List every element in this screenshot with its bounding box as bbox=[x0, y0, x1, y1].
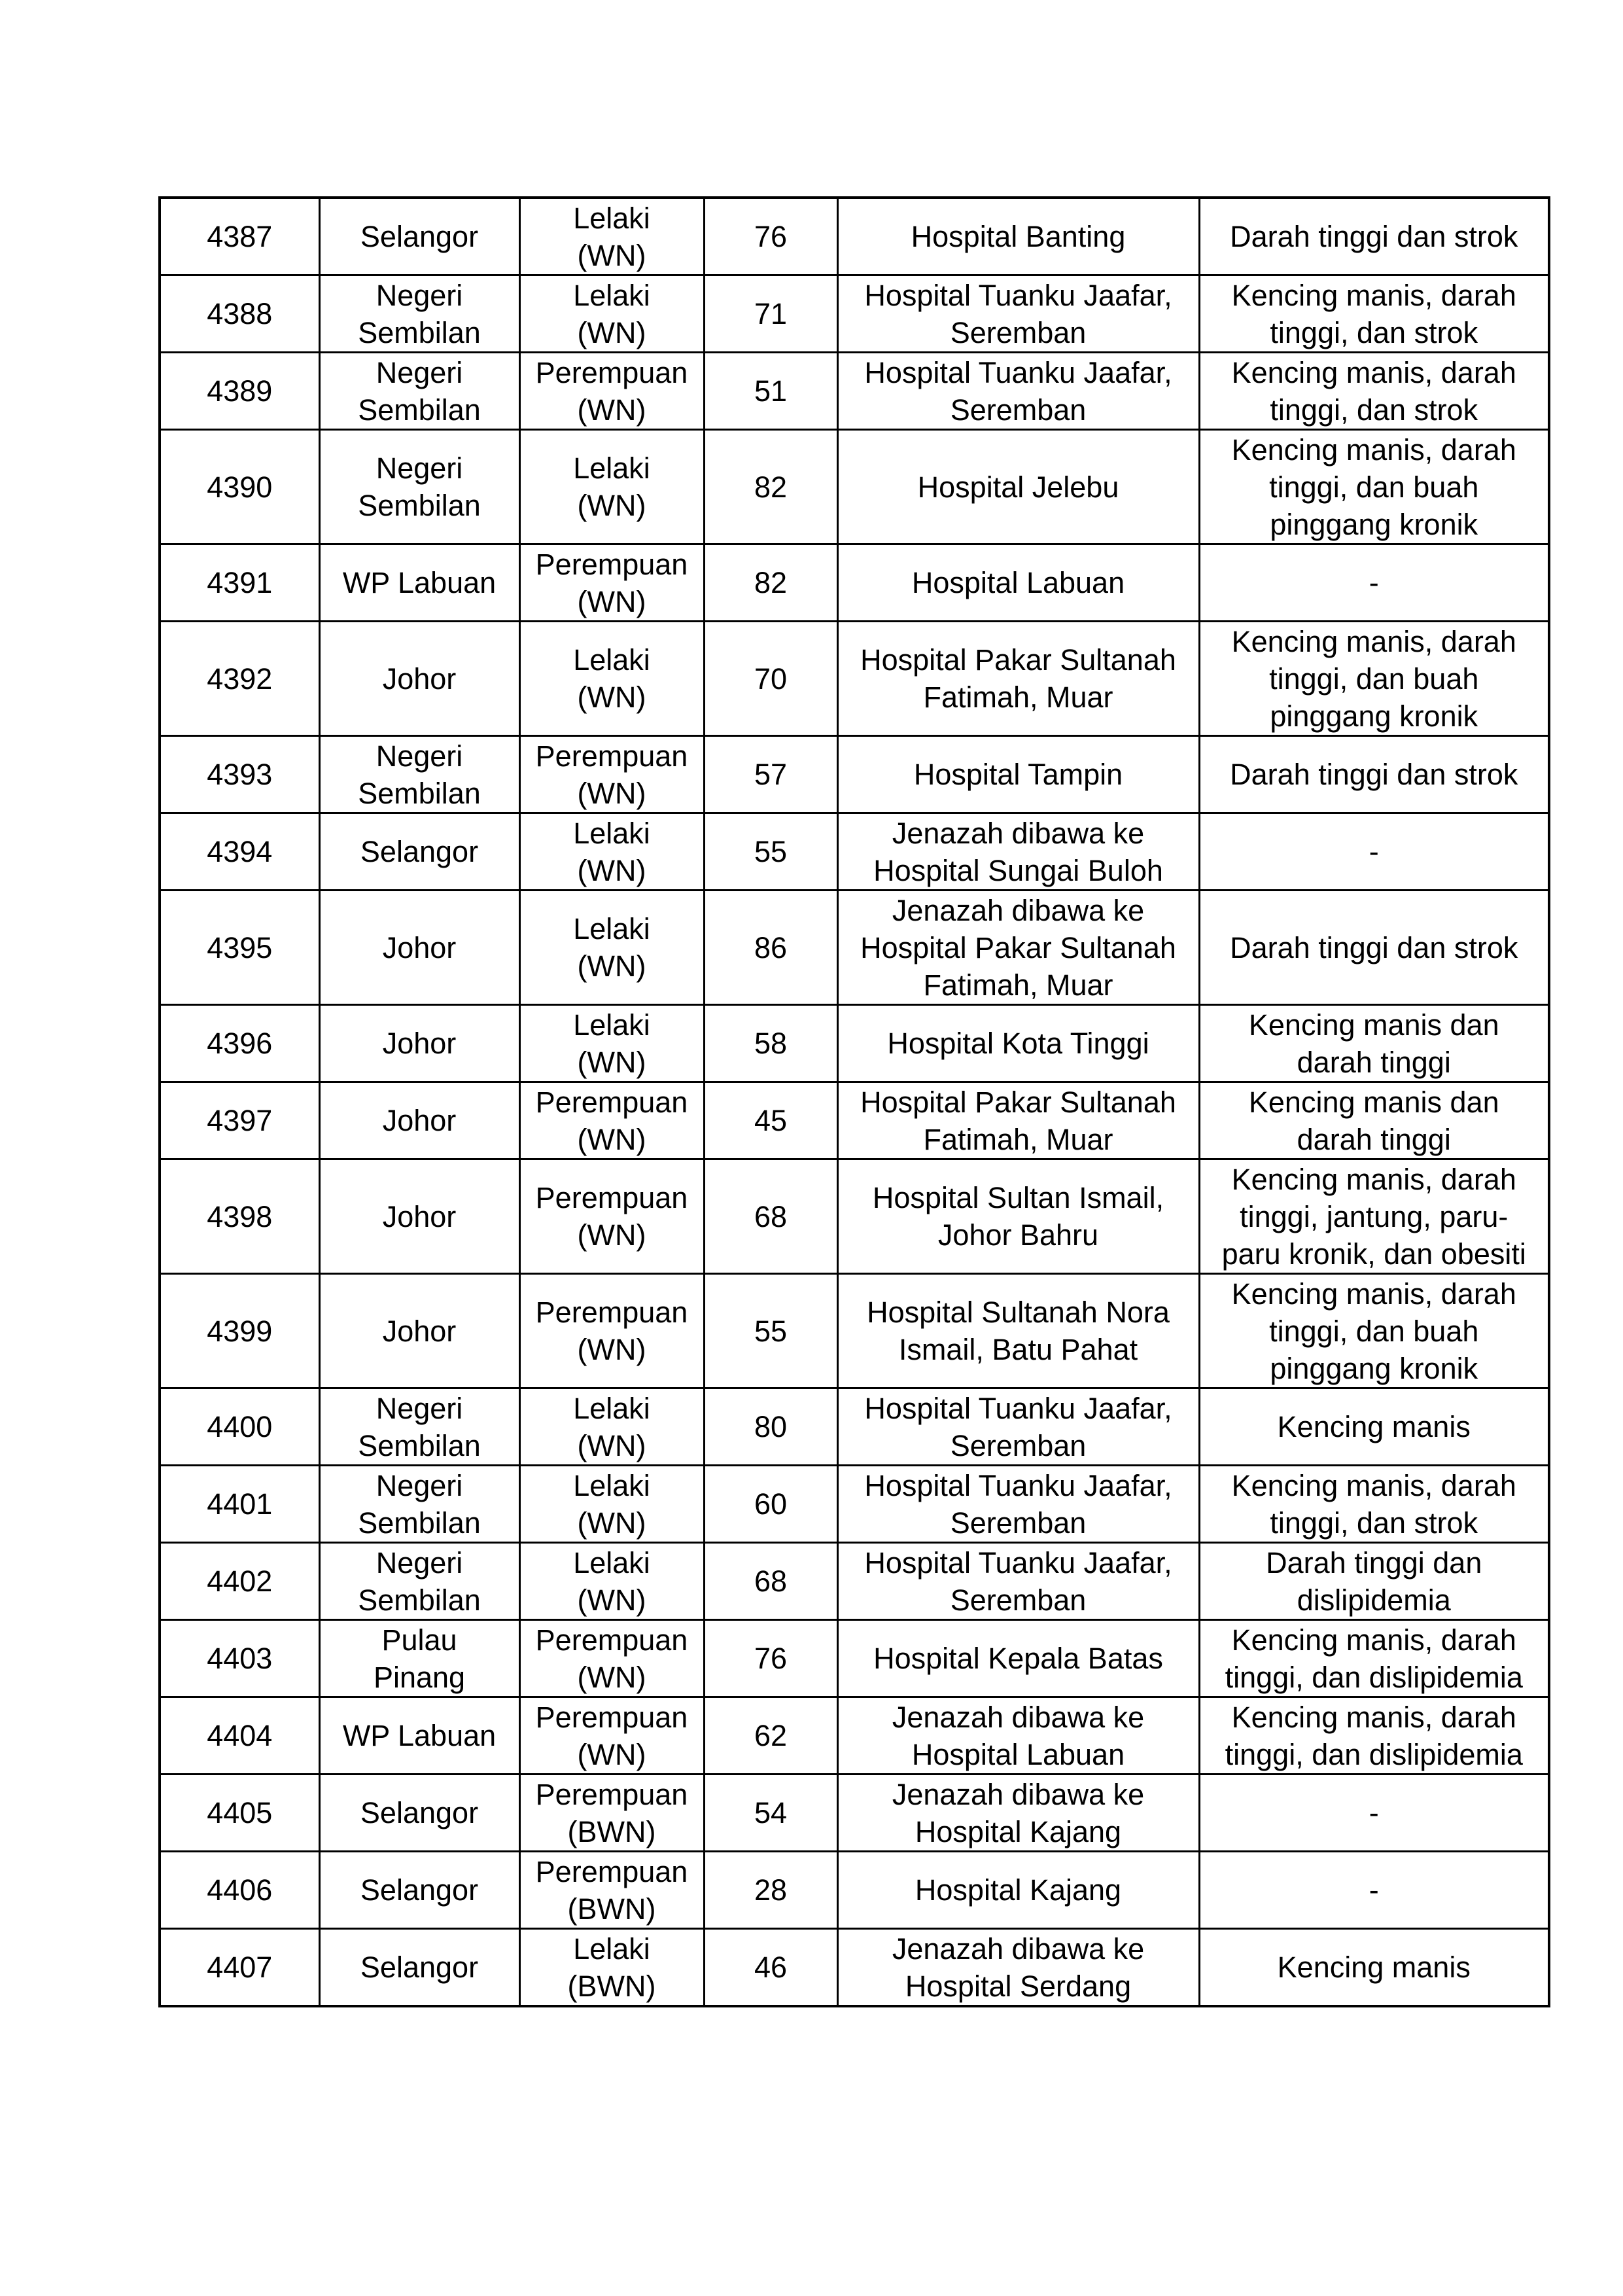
case-number-cell: 4390 bbox=[160, 430, 319, 544]
state-cell: Johor bbox=[319, 1274, 519, 1388]
case-number-cell: 4389 bbox=[160, 353, 319, 430]
state-cell: Pulau Pinang bbox=[319, 1620, 519, 1697]
table-row bbox=[160, 353, 1549, 430]
age-cell: 68 bbox=[704, 1543, 837, 1620]
gender-cell: Perempuan (BWN) bbox=[519, 1852, 704, 1929]
hospital-cell: Jenazah dibawa ke Hospital Pakar Sultanah Fatimah, Muar bbox=[837, 891, 1199, 1005]
comorbidity-cell: Darah tinggi dan strok bbox=[1199, 891, 1549, 1005]
comorbidity-cell: Darah tinggi dan strok bbox=[1199, 198, 1549, 275]
comorbidity-cell: Kencing manis dan darah tinggi bbox=[1199, 1082, 1549, 1159]
state-cell: Negeri Sembilan bbox=[319, 353, 519, 430]
comorbidity-cell: Kencing manis, darah tinggi, dan buah pinggang kronik bbox=[1199, 430, 1549, 544]
comorbidity-cell: Kencing manis, darah tinggi, dan dislipidemia bbox=[1199, 1697, 1549, 1775]
hospital-cell: Jenazah dibawa ke Hospital Labuan bbox=[837, 1697, 1199, 1775]
hospital-cell: Hospital Kota Tinggi bbox=[837, 1005, 1199, 1082]
state-cell: WP Labuan bbox=[319, 1697, 519, 1775]
state-cell: Negeri Sembilan bbox=[319, 1466, 519, 1543]
comorbidity-cell: Darah tinggi dan dislipidemia bbox=[1199, 1543, 1549, 1620]
death-cases-table bbox=[158, 196, 1550, 2007]
age-cell: 45 bbox=[704, 1082, 837, 1159]
table-row bbox=[160, 1543, 1549, 1620]
table-row bbox=[160, 1159, 1549, 1274]
hospital-cell: Jenazah dibawa ke Hospital Sungai Buloh bbox=[837, 813, 1199, 891]
comorbidity-cell: Kencing manis dan darah tinggi bbox=[1199, 1005, 1549, 1082]
state-cell: Selangor bbox=[319, 1852, 519, 1929]
hospital-cell: Hospital Pakar Sultanah Fatimah, Muar bbox=[837, 1082, 1199, 1159]
gender-cell: Lelaki (WN) bbox=[519, 1543, 704, 1620]
case-number-cell: 4388 bbox=[160, 275, 319, 353]
state-cell: Negeri Sembilan bbox=[319, 275, 519, 353]
gender-cell: Perempuan (WN) bbox=[519, 353, 704, 430]
comorbidity-cell: - bbox=[1199, 1775, 1549, 1852]
gender-cell: Lelaki (WN) bbox=[519, 275, 704, 353]
case-number-cell: 4407 bbox=[160, 1929, 319, 2007]
age-cell: 80 bbox=[704, 1388, 837, 1466]
comorbidity-cell: Kencing manis, darah tinggi, dan strok bbox=[1199, 1466, 1549, 1543]
gender-cell: Lelaki (WN) bbox=[519, 430, 704, 544]
gender-cell: Perempuan (WN) bbox=[519, 1082, 704, 1159]
table-row bbox=[160, 1697, 1549, 1775]
table-row bbox=[160, 544, 1549, 622]
comorbidity-cell: Kencing manis, darah tinggi, dan dislipidemia bbox=[1199, 1620, 1549, 1697]
table-row bbox=[160, 1852, 1549, 1929]
age-cell: 70 bbox=[704, 622, 837, 736]
case-number-cell: 4401 bbox=[160, 1466, 319, 1543]
comorbidity-cell: Kencing manis, darah tinggi, dan buah pinggang kronik bbox=[1199, 622, 1549, 736]
gender-cell: Lelaki (WN) bbox=[519, 198, 704, 275]
age-cell: 86 bbox=[704, 891, 837, 1005]
age-cell: 76 bbox=[704, 1620, 837, 1697]
hospital-cell: Hospital Kajang bbox=[837, 1852, 1199, 1929]
state-cell: WP Labuan bbox=[319, 544, 519, 622]
table-row bbox=[160, 736, 1549, 813]
state-cell: Johor bbox=[319, 891, 519, 1005]
case-number-cell: 4402 bbox=[160, 1543, 319, 1620]
hospital-cell: Hospital Sultanah Nora Ismail, Batu Pahat bbox=[837, 1274, 1199, 1388]
age-cell: 46 bbox=[704, 1929, 837, 2007]
age-cell: 82 bbox=[704, 430, 837, 544]
state-cell: Johor bbox=[319, 1159, 519, 1274]
hospital-cell: Hospital Tuanku Jaafar, Seremban bbox=[837, 1543, 1199, 1620]
age-cell: 82 bbox=[704, 544, 837, 622]
comorbidity-cell: Kencing manis bbox=[1199, 1929, 1549, 2007]
gender-cell: Perempuan (BWN) bbox=[519, 1775, 704, 1852]
case-number-cell: 4397 bbox=[160, 1082, 319, 1159]
case-number-cell: 4393 bbox=[160, 736, 319, 813]
hospital-cell: Hospital Tuanku Jaafar, Seremban bbox=[837, 1388, 1199, 1466]
comorbidity-cell: Darah tinggi dan strok bbox=[1199, 736, 1549, 813]
comorbidity-cell: - bbox=[1199, 544, 1549, 622]
state-cell: Selangor bbox=[319, 813, 519, 891]
age-cell: 57 bbox=[704, 736, 837, 813]
age-cell: 58 bbox=[704, 1005, 837, 1082]
age-cell: 28 bbox=[704, 1852, 837, 1929]
table-row bbox=[160, 891, 1549, 1005]
table-row bbox=[160, 1388, 1549, 1466]
hospital-cell: Hospital Pakar Sultanah Fatimah, Muar bbox=[837, 622, 1199, 736]
comorbidity-cell: - bbox=[1199, 813, 1549, 891]
comorbidity-cell: Kencing manis bbox=[1199, 1388, 1549, 1466]
table-row bbox=[160, 1929, 1549, 2007]
case-number-cell: 4399 bbox=[160, 1274, 319, 1388]
hospital-cell: Hospital Sultan Ismail, Johor Bahru bbox=[837, 1159, 1199, 1274]
table-row bbox=[160, 1005, 1549, 1082]
case-number-cell: 4405 bbox=[160, 1775, 319, 1852]
hospital-cell: Hospital Tuanku Jaafar, Seremban bbox=[837, 353, 1199, 430]
table-row bbox=[160, 275, 1549, 353]
age-cell: 55 bbox=[704, 1274, 837, 1388]
gender-cell: Lelaki (BWN) bbox=[519, 1929, 704, 2007]
gender-cell: Lelaki (WN) bbox=[519, 1388, 704, 1466]
case-number-cell: 4387 bbox=[160, 198, 319, 275]
table-row bbox=[160, 430, 1549, 544]
state-cell: Negeri Sembilan bbox=[319, 1543, 519, 1620]
case-number-cell: 4403 bbox=[160, 1620, 319, 1697]
comorbidity-cell: Kencing manis, darah tinggi, dan strok bbox=[1199, 275, 1549, 353]
state-cell: Selangor bbox=[319, 1929, 519, 2007]
table-row bbox=[160, 198, 1549, 275]
age-cell: 71 bbox=[704, 275, 837, 353]
hospital-cell: Hospital Jelebu bbox=[837, 430, 1199, 544]
age-cell: 51 bbox=[704, 353, 837, 430]
case-number-cell: 4398 bbox=[160, 1159, 319, 1274]
case-number-cell: 4404 bbox=[160, 1697, 319, 1775]
state-cell: Negeri Sembilan bbox=[319, 1388, 519, 1466]
gender-cell: Lelaki (WN) bbox=[519, 622, 704, 736]
comorbidity-cell: Kencing manis, darah tinggi, dan strok bbox=[1199, 353, 1549, 430]
comorbidity-cell: Kencing manis, darah tinggi, dan buah pinggang kronik bbox=[1199, 1274, 1549, 1388]
case-number-cell: 4394 bbox=[160, 813, 319, 891]
state-cell: Johor bbox=[319, 1005, 519, 1082]
case-number-cell: 4406 bbox=[160, 1852, 319, 1929]
gender-cell: Perempuan (WN) bbox=[519, 1274, 704, 1388]
table-row bbox=[160, 1082, 1549, 1159]
table-row bbox=[160, 1274, 1549, 1388]
case-number-cell: 4395 bbox=[160, 891, 319, 1005]
hospital-cell: Hospital Kepala Batas bbox=[837, 1620, 1199, 1697]
case-number-cell: 4392 bbox=[160, 622, 319, 736]
gender-cell: Perempuan (WN) bbox=[519, 1159, 704, 1274]
table-row bbox=[160, 1466, 1549, 1543]
case-number-cell: 4391 bbox=[160, 544, 319, 622]
hospital-cell: Hospital Labuan bbox=[837, 544, 1199, 622]
age-cell: 54 bbox=[704, 1775, 837, 1852]
table-body bbox=[160, 198, 1549, 2006]
age-cell: 60 bbox=[704, 1466, 837, 1543]
table-row bbox=[160, 1775, 1549, 1852]
gender-cell: Lelaki (WN) bbox=[519, 1466, 704, 1543]
hospital-cell: Hospital Banting bbox=[837, 198, 1199, 275]
gender-cell: Lelaki (WN) bbox=[519, 813, 704, 891]
age-cell: 62 bbox=[704, 1697, 837, 1775]
case-number-cell: 4400 bbox=[160, 1388, 319, 1466]
state-cell: Negeri Sembilan bbox=[319, 736, 519, 813]
state-cell: Selangor bbox=[319, 198, 519, 275]
gender-cell: Lelaki (WN) bbox=[519, 891, 704, 1005]
age-cell: 55 bbox=[704, 813, 837, 891]
state-cell: Johor bbox=[319, 1082, 519, 1159]
hospital-cell: Hospital Tuanku Jaafar, Seremban bbox=[837, 275, 1199, 353]
age-cell: 76 bbox=[704, 198, 837, 275]
hospital-cell: Jenazah dibawa ke Hospital Kajang bbox=[837, 1775, 1199, 1852]
gender-cell: Perempuan (WN) bbox=[519, 544, 704, 622]
age-cell: 68 bbox=[704, 1159, 837, 1274]
gender-cell: Perempuan (WN) bbox=[519, 736, 704, 813]
state-cell: Johor bbox=[319, 622, 519, 736]
comorbidity-cell: Kencing manis, darah tinggi, jantung, paru- paru kronik, dan obesiti bbox=[1199, 1159, 1549, 1274]
table-row bbox=[160, 813, 1549, 891]
state-cell: Negeri Sembilan bbox=[319, 430, 519, 544]
comorbidity-cell: - bbox=[1199, 1852, 1549, 1929]
state-cell: Selangor bbox=[319, 1775, 519, 1852]
hospital-cell: Hospital Tampin bbox=[837, 736, 1199, 813]
gender-cell: Perempuan (WN) bbox=[519, 1697, 704, 1775]
table-row bbox=[160, 622, 1549, 736]
case-number-cell: 4396 bbox=[160, 1005, 319, 1082]
gender-cell: Lelaki (WN) bbox=[519, 1005, 704, 1082]
table-row bbox=[160, 1620, 1549, 1697]
gender-cell: Perempuan (WN) bbox=[519, 1620, 704, 1697]
hospital-cell: Hospital Tuanku Jaafar, Seremban bbox=[837, 1466, 1199, 1543]
hospital-cell: Jenazah dibawa ke Hospital Serdang bbox=[837, 1929, 1199, 2007]
